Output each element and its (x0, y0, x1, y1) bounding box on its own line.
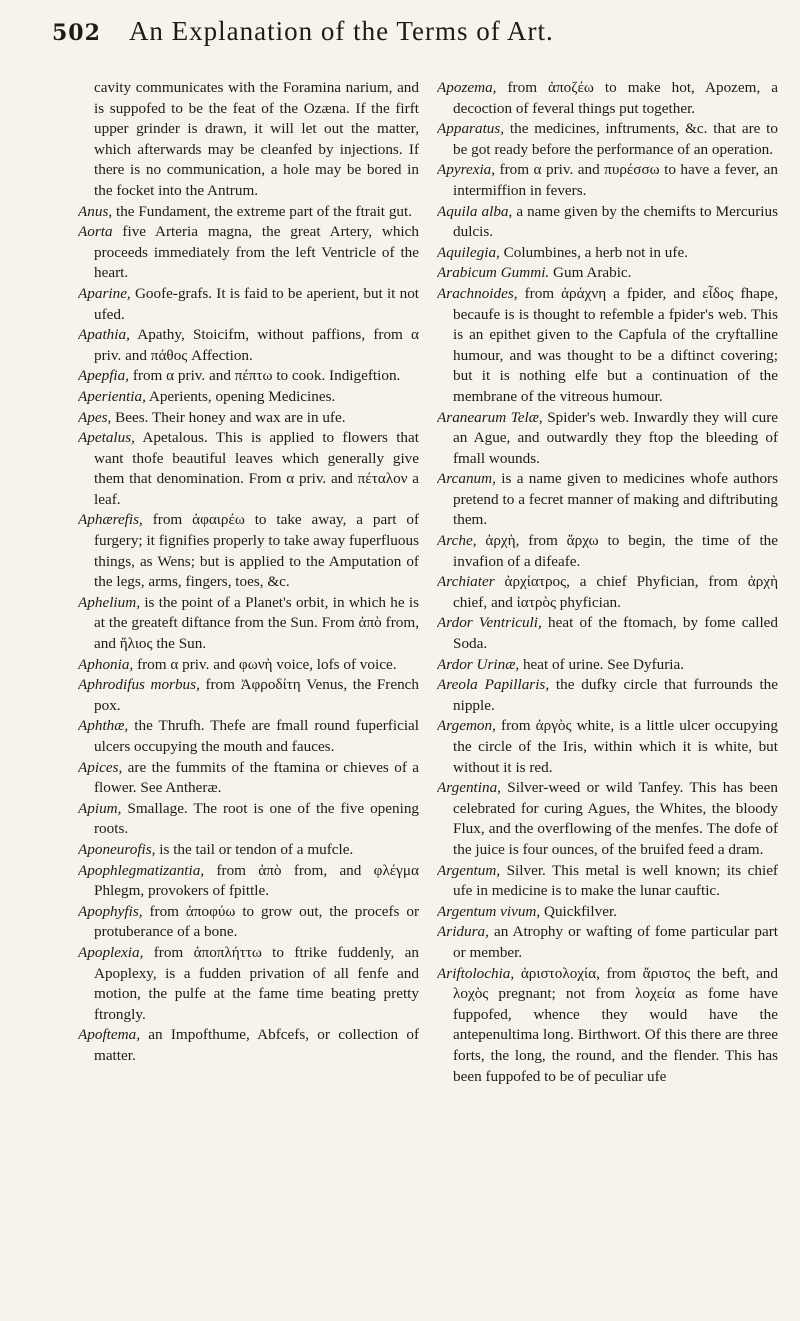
dictionary-entry (437, 119, 778, 160)
entry-lemma: Apices, (78, 758, 123, 776)
dictionary-entry (437, 572, 778, 613)
entry-text: Quickfilver. (544, 902, 617, 920)
two-column-body (78, 78, 778, 1314)
entry-lemma: Apes, (78, 408, 112, 426)
dictionary-entry (437, 964, 778, 1088)
entry-text: the Thrufh. Thefe are fmall round fuperficial ulcers occupying the mouth and fauces. (94, 717, 419, 755)
right-column (437, 78, 778, 1314)
entry-text: from ἀποζέω to make hot, Apozem, a decoction of feveral things put together. (453, 79, 778, 117)
dictionary-entry (437, 861, 778, 902)
dictionary-entry (437, 408, 778, 470)
entry-text: ἀρχὴ, from ἄρχω to begin, the time of the invafion of a difeafe. (453, 532, 778, 570)
dictionary-entry (437, 778, 778, 860)
entry-lemma: Anus, (78, 202, 113, 220)
entry-text: Aperients, opening Medicines. (148, 387, 336, 405)
dictionary-entry (437, 655, 778, 676)
dictionary-entry (78, 325, 419, 366)
dictionary-entry (437, 243, 778, 264)
dictionary-entry (78, 593, 419, 655)
entry-text: Bees. Their honey and wax are in ufe. (115, 408, 346, 426)
dictionary-entry (78, 861, 419, 902)
entry-lemma: Ardor Urinæ, (437, 655, 520, 673)
entry-lemma: Apetalus, (78, 429, 135, 447)
dictionary-entry (78, 510, 419, 592)
entry-text: the medicines, inftruments, &c. that are to be got ready before the performance of an operation. (453, 120, 778, 158)
entry-lemma: Aridura, (437, 923, 489, 941)
dictionary-entry (78, 1025, 419, 1066)
entry-text: from α priv. and πέπτω to cook. Indigeftion. (132, 367, 401, 385)
entry-text: Columbines, a herb not in ufe. (503, 243, 688, 261)
dictionary-entry (78, 408, 419, 429)
entry-lemma: Apathia, (78, 326, 130, 344)
entry-lemma: Argentum vivum, (437, 902, 541, 920)
entry-text: are the fummits of the ftamina or chieves of a flower. See Antheræ. (94, 758, 419, 797)
entry-text: heat of the ftomach, by fome called Soda. (453, 614, 778, 653)
dictionary-entry (78, 799, 419, 840)
page-header (52, 16, 752, 74)
dictionary-entry (78, 943, 419, 1025)
dictionary-entry (437, 922, 778, 963)
dictionary-entry (78, 387, 419, 408)
entry-lemma: Arabicum Gummi. (437, 264, 550, 282)
dictionary-entry (78, 202, 419, 223)
entry-text: ἀριστολοχία, from ἄριστος the beft, and λοχὸς pregnant; not from λοχεία as fome have fuppofed, whence they would have the antepenultima long. Birthwort. Of this there are three forts, the long, the round, and the flender. This has been fuppofed to be of peculiar ufe (453, 964, 778, 1085)
entry-lemma: Aphelium, (78, 593, 141, 611)
entry-text: cavity communicates with the Foramina narium, and is suppofed to be the feat of the Ozæna. If the firft upper grinder is drawn, it will let out the matter, which afterwards may be cleanfed by injections. If there is no communication, a hole may be bored in the focket into the Antrum. (94, 79, 419, 199)
entry-lemma: Archiater (437, 573, 495, 591)
entry-text: the dufky circle that furrounds the nipple. (453, 676, 778, 714)
entry-lemma: Areola Papillaris, (437, 676, 550, 694)
entry-lemma: Aphthæ, (78, 717, 129, 735)
entry-text: Gum Arabic. (553, 264, 632, 282)
entry-lemma: Apophlegmatizantia, (78, 861, 205, 879)
dictionary-entry (78, 428, 419, 510)
entry-text: the Fundament, the extreme part of the ftrait gut. (115, 202, 413, 220)
entry-lemma: Arachnoides, (437, 284, 518, 302)
dictionary-entry (437, 78, 778, 119)
dictionary-entry (78, 655, 419, 676)
entry-lemma: Apophyfis, (78, 902, 143, 920)
entry-lemma: Aphonia, (78, 655, 134, 673)
entry-text: Goofe-grafs. It is faid to be aperient, but it not ufed. (94, 284, 419, 323)
dictionary-entry (437, 263, 778, 284)
dictionary-entry (437, 613, 778, 654)
dictionary-entry (78, 222, 419, 284)
entry-lemma: Aparine, (78, 284, 131, 302)
entry-text: an Impofthume, Abfcefs, or collection of matter. (94, 1026, 419, 1064)
entry-lemma: Aponeurofis, (78, 840, 156, 858)
entry-lemma: Apparatus, (437, 120, 505, 138)
dictionary-entry (78, 902, 419, 943)
entry-text: a name given by the chemifts to Mercurius dulcis. (453, 202, 778, 241)
entry-lemma: Arche, (437, 532, 477, 550)
dictionary-entry (78, 716, 419, 757)
dictionary-entry (78, 78, 419, 202)
entry-lemma: Aphærefis, (78, 511, 143, 529)
dictionary-entry (437, 531, 778, 572)
entry-lemma: Argemon, (437, 717, 496, 735)
dictionary-entry (78, 758, 419, 799)
dictionary-entry (437, 284, 778, 408)
running-title: An Explanation of the Terms of Art. (128, 16, 554, 46)
entry-text: from ἀποπλήττω to ftrike fuddenly, an Apoplexy, is a fudden privation of all fenfe and motion, the pulfe at the fame time beating pretty ftrongly. (94, 943, 419, 1023)
dictionary-entry (437, 716, 778, 778)
entry-text: is the point of a Planet's orbit, in which he is at the greateft diftance from the Sun. From ἀπὸ from, and ἥλιος the Sun. (94, 593, 419, 653)
entry-text: from α priv. and φωνὴ voice, lofs of voice. (137, 655, 397, 673)
dictionary-entry (437, 675, 778, 716)
entry-lemma: Apyrexia, (437, 161, 496, 179)
entry-text: an Atrophy or wafting of fome particular part or member. (453, 923, 778, 961)
entry-text: Silver-weed or wild Tanfey. This has been celebrated for curing Agues, the Whites, the bloody Flux, and the overflowing of the menfes. The dofe of the juice is four ounces, of the bruifed feed a dram. (453, 779, 778, 858)
entry-text: from ἀποφύω to grow out, the procefs or protuberance of a bone. (94, 902, 419, 941)
entry-lemma: Arcanum, (437, 470, 496, 488)
entry-text: Apathy, Stoicifm, without paffions, from α priv. and πάθος Affection. (94, 326, 419, 364)
dictionary-entry (78, 675, 419, 716)
entry-text: Silver. This metal is well known; its chief ufe in medicine is to make the lunar cauftic. (453, 861, 778, 900)
entry-lemma: Aphrodifus morbus, (78, 676, 200, 694)
entry-lemma: Apoplexia, (78, 943, 144, 961)
entry-text: Apetalous. This is applied to flowers that want thofe beautiful leaves which generally give them that denomination. From α priv. and πέταλον a leaf. (94, 429, 419, 508)
entry-text: from α priv. and πυρέσσω to have a fever, an intermiffion in fevers. (453, 161, 778, 199)
entry-lemma: Apepfia, (78, 367, 130, 385)
entry-lemma: Aorta (78, 223, 113, 241)
entry-text: from ἀράχνη a fpider, and εἶδος fhape, becaufe is is thought to refemble a fpider's web. This is an epithet given to the Capfula of the cryftalline humour, and was thought to be a diftinct covering; but it is nothing elfe but a continuation of the membrane of the vitreous humour. (453, 284, 778, 405)
dictionary-entry (78, 366, 419, 387)
entry-text: from ἀφαιρέω to take away, a part of furgery; it fignifies properly to take away fuperfluous things, as Wens; but is applied to the Amputation of the legs, arms, fingers, toes, &c. (94, 511, 419, 591)
entry-lemma: Apozema, (437, 79, 497, 96)
entry-text: is a name given to medicines whofe authors pretend to a fecret manner of making and diftributing them. (453, 470, 778, 529)
entry-lemma: Argentum, (437, 861, 501, 879)
entry-lemma: Ariftolochia, (437, 964, 515, 982)
entry-lemma: Aquilegia, (437, 243, 500, 261)
dictionary-entry (437, 202, 778, 243)
dictionary-entry (437, 902, 778, 923)
entry-text: from ἀπὸ from, and φλέγμα Phlegm, provokers of fpittle. (94, 861, 419, 900)
entry-text: five Arteria magna, the great Artery, which proceeds immediately from the left Ventricle of the heart. (94, 223, 419, 282)
entry-text: Smallage. The root is one of the five opening roots. (94, 799, 419, 838)
left-column (78, 78, 419, 1314)
entry-text: is the tail or tendon of a mufcle. (159, 840, 354, 858)
entry-lemma: Argentina, (437, 779, 501, 797)
entry-lemma: Aranearum Telæ, (437, 408, 543, 426)
entry-text: ἀρχίατρος, a chief Phyfician, from ἀρχὴ chief, and ἰατρὸς phyfician. (453, 573, 778, 611)
entry-lemma: Aperientia, (78, 387, 146, 405)
entry-text: Spider's web. Inwardly they will cure an Ague, and outwardly they ftop the bleeding of fmall wounds. (453, 408, 778, 467)
dictionary-entry (437, 469, 778, 531)
entry-lemma: Apoftema, (78, 1026, 141, 1044)
entry-lemma: Apium, (78, 799, 122, 817)
entry-lemma: Aquila alba, (437, 202, 513, 220)
dictionary-entry (437, 160, 778, 201)
entry-text: heat of urine. See Dyfuria. (522, 655, 685, 673)
entry-lemma: Ardor Ventriculi, (437, 614, 542, 632)
entry-text: from Ἀφροδίτη Venus, the French pox. (94, 676, 419, 714)
dictionary-entry (78, 840, 419, 861)
page-number: 502 (52, 20, 101, 46)
dictionary-entry (78, 284, 419, 325)
entry-text: from ἀργὸς white, is a little ulcer occupying the circle of the Iris, within which it is white, but without it is red. (453, 717, 778, 776)
